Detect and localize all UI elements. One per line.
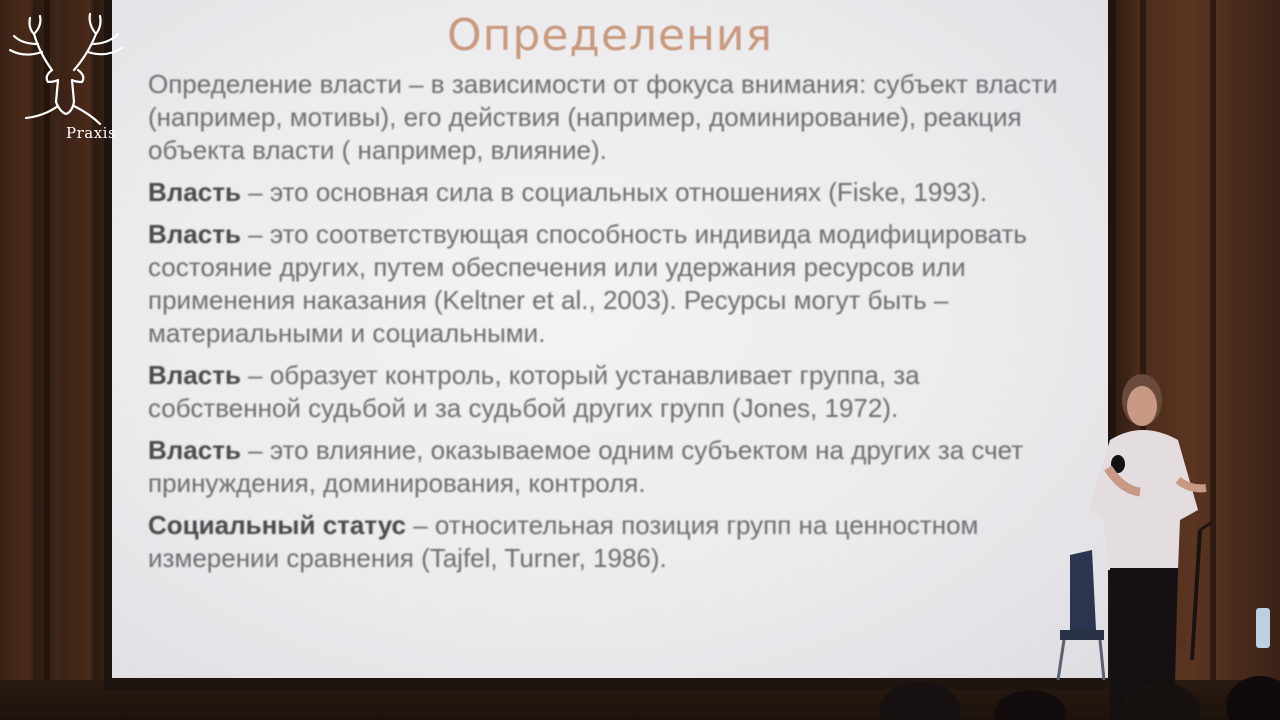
definition-text: – это соответствующая способность индивида модифицировать состояние других, путем обеспечения или удержания ресурсов или применения наказания (Keltner et al., 2003). Ресурсы могут быть – материальными и социальными. — [148, 219, 1027, 348]
definition-paragraph — [148, 509, 1078, 575]
definition-term: Власть — [148, 435, 241, 465]
definition-paragraph — [148, 68, 1078, 167]
definition-text: Определение власти – в зависимости от фокуса внимания: субъект власти (например, мотивы), его действия (например, доминирование), реакция объекта власти ( например, влияние). — [148, 69, 1058, 165]
definition-text: – это основная сила в социальных отношениях (Fiske, 1993). — [240, 177, 988, 207]
definition-text: – относительная позиция групп на ценностном измерении сравнения (Tajfel, Turner, 1986). — [148, 510, 979, 573]
definition-term: Власть — [148, 219, 241, 249]
audience-heads — [860, 660, 1280, 720]
definition-paragraph — [148, 359, 1078, 425]
slide-title: Определения — [447, 10, 773, 61]
definition-text: – это влияние, оказываемое одним субъектом на других за счет принуждения, доминирования, контроля. — [148, 435, 1024, 498]
definition-term: Власть — [148, 177, 241, 207]
definition-paragraph — [148, 434, 1078, 500]
projection-screen — [112, 0, 1108, 678]
slide-body — [148, 68, 1078, 584]
mic-stand — [1192, 530, 1200, 660]
definition-text: – образует контроль, который устанавливает группа, за собственной судьбой и за судьбой других групп (Jones, 1972). — [148, 360, 920, 423]
praxis-logo — [4, 10, 132, 142]
logo-text: Praxis — [66, 124, 117, 142]
water-bottle — [1256, 608, 1270, 648]
definition-paragraph — [148, 218, 1078, 350]
deer-head-icon — [4, 10, 132, 130]
definition-term: Социальный статус — [148, 510, 407, 540]
definition-term: Власть — [148, 360, 241, 390]
definition-paragraph — [148, 176, 1078, 209]
